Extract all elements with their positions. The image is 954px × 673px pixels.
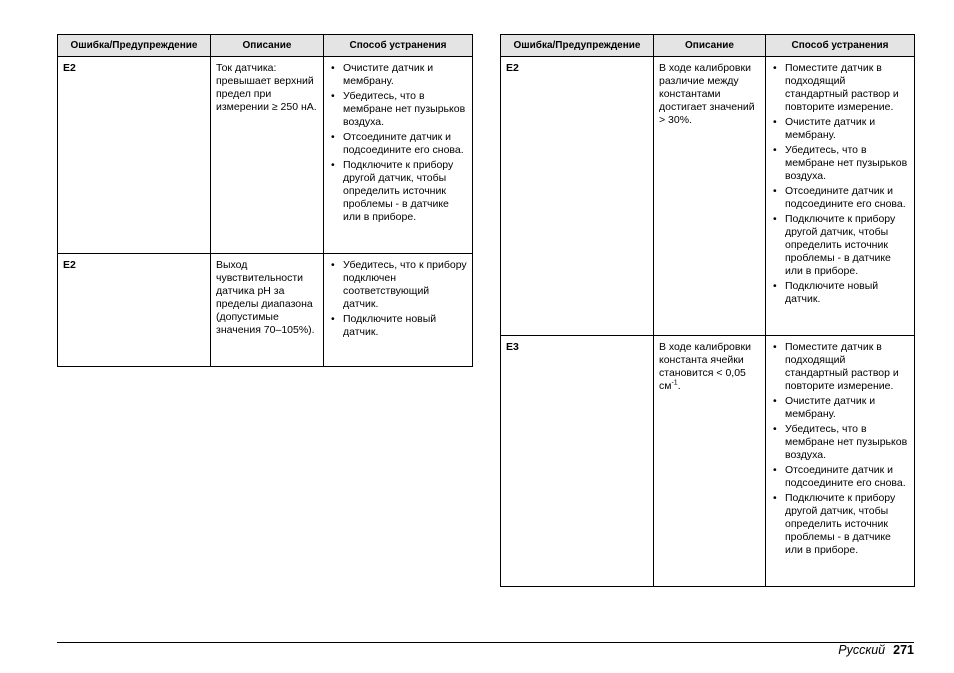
- list-item: • Поместите датчик в подходящий стандартный раствор и повторите измерение.: [771, 341, 909, 393]
- error-description: [654, 336, 766, 587]
- error-description-main: В ходе калибровки константа ячейки становится < 0,05 см: [659, 341, 751, 392]
- list-item: • Отсоедините датчик и подсоедините его снова.: [771, 464, 909, 490]
- error-description-end: .: [677, 380, 681, 392]
- list-item: • Подключите к прибору другой датчик, чтобы определить источник проблемы - в датчике или в приборе.: [771, 213, 909, 278]
- list-item: • Очистите датчик и мембрану.: [329, 62, 467, 88]
- header-remedy: Способ устранения: [766, 35, 915, 57]
- page-footer: [838, 643, 914, 658]
- troubleshooting-table-left: [57, 34, 473, 367]
- remedy-cell: [766, 57, 915, 336]
- page-number: 271: [893, 643, 914, 657]
- list-item: • Отсоедините датчик и подсоедините его снова.: [771, 185, 909, 211]
- list-item: • Подключите новый датчик.: [329, 313, 467, 339]
- list-item: • Подключите новый датчик.: [771, 280, 909, 306]
- troubleshooting-table-right: [500, 34, 915, 587]
- superscript: -1: [671, 379, 678, 387]
- table-row: [58, 254, 473, 367]
- error-code: E2: [58, 254, 211, 367]
- error-description: В ходе калибровки различие между константами достигает значений > 30%.: [654, 57, 766, 336]
- remedy-list: [329, 259, 467, 339]
- list-item: • Очистите датчик и мембрану.: [771, 116, 909, 142]
- table-row: [501, 57, 915, 336]
- table-row: [501, 336, 915, 587]
- remedy-cell: [766, 336, 915, 587]
- remedy-cell: [324, 254, 473, 367]
- list-item: • Убедитесь, что в мембране нет пузырьков воздуха.: [329, 90, 467, 129]
- header-description: Описание: [211, 35, 324, 57]
- error-code: E2: [501, 57, 654, 336]
- header-error: Ошибка/Предупреждение: [58, 35, 211, 57]
- table-row: [58, 57, 473, 254]
- list-item: • Убедитесь, что к прибору подключен соответствующий датчик.: [329, 259, 467, 311]
- error-code: E3: [501, 336, 654, 587]
- table-header-row: [501, 35, 915, 57]
- error-description: Ток датчика: превышает верхний предел при измерении ≥ 250 нА.: [211, 57, 324, 254]
- list-item: • Очистите датчик и мембрану.: [771, 395, 909, 421]
- error-description: Выход чувствительности датчика pH за пределы диапазона (допустимые значения 70–105%).: [211, 254, 324, 367]
- list-item: • Отсоедините датчик и подсоедините его снова.: [329, 131, 467, 157]
- remedy-cell: [324, 57, 473, 254]
- list-item: • Убедитесь, что в мембране нет пузырьков воздуха.: [771, 423, 909, 462]
- remedy-list: [329, 62, 467, 224]
- header-remedy: Способ устранения: [324, 35, 473, 57]
- header-error: Ошибка/Предупреждение: [501, 35, 654, 57]
- header-description: Описание: [654, 35, 766, 57]
- footer-divider: [57, 642, 914, 643]
- table-header-row: [58, 35, 473, 57]
- list-item: • Подключите к прибору другой датчик, чтобы определить источник проблемы - в датчике или в приборе.: [771, 492, 909, 557]
- error-code: E2: [58, 57, 211, 254]
- footer-language: Русский: [838, 643, 886, 657]
- list-item: • Убедитесь, что в мембране нет пузырьков воздуха.: [771, 144, 909, 183]
- list-item: • Подключите к прибору другой датчик, чтобы определить источник проблемы - в датчике или в приборе.: [329, 159, 467, 224]
- remedy-list: [771, 341, 909, 557]
- list-item: • Поместите датчик в подходящий стандартный раствор и повторите измерение.: [771, 62, 909, 114]
- remedy-list: [771, 62, 909, 306]
